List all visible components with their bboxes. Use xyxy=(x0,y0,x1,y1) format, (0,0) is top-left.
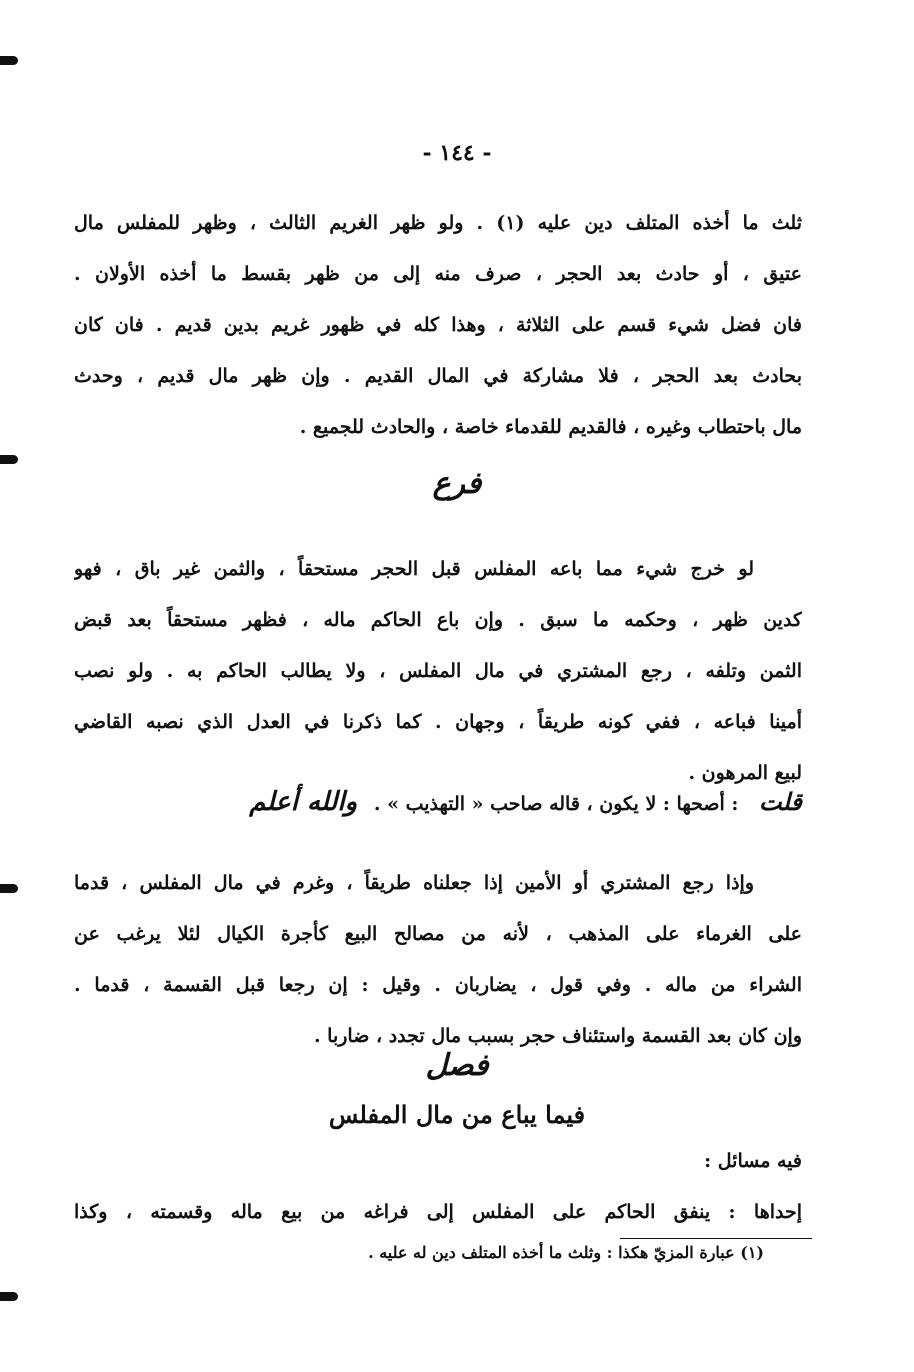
qult-note xyxy=(74,776,802,827)
section-heading-fasl: فصل xyxy=(425,1048,489,1083)
qult-label: قلت xyxy=(759,787,802,816)
text-line: وإذا رجع المشتري أو الأمين إذا جعلناه طريقاً ، وغرم في مال المفلس ، قدما xyxy=(74,872,754,894)
scan-edge-mark xyxy=(0,455,18,464)
text-line: فان فضل شيء قسم على الثلاثة ، وهذا كله في ظهور غريم بدين قديم . فان كان xyxy=(74,314,802,336)
section-subheading: فيما يباع من مال المفلس xyxy=(328,1100,586,1129)
paragraph-2 xyxy=(74,544,802,799)
scan-edge-mark xyxy=(0,56,18,65)
text-line: لو خرج شيء مما باعه المفلس قبل الحجر مستحقاً ، والثمن غير باق ، فهو xyxy=(74,558,755,580)
text-line: بحادث بعد الحجر ، فلا مشاركة في المال القديم . وإن ظهر مال قديم ، وحدث xyxy=(74,365,802,387)
text-line: إحداها : ينفق الحاكم على المفلس إلى فراغه من بيع ماله وقسمته ، وكذا xyxy=(74,1201,802,1223)
text-line: كدين ظهر ، وحكمه ما سبق . وإن باع الحاكم ماله ، فظهر مستحقاً بعد قبض xyxy=(74,609,802,631)
qult-text: : أصحها : لا يكون ، قاله صاحب « التهذيب » . xyxy=(373,793,739,815)
paragraph-3 xyxy=(74,858,802,1062)
footnote-divider xyxy=(620,1238,812,1239)
text-line: على الغرماء على المذهب ، لأنه من مصالح البيع كأجرة الكيال لئلا يرغب عن xyxy=(74,923,802,945)
paragraph-1 xyxy=(74,198,802,453)
text-line: أمينا فباعه ، ففي كونه طريقاً ، وجهان . كما ذكرنا في العدل الذي نصبه القاضي xyxy=(74,711,802,733)
text-line: ثلث ما أخذه المتلف دين عليه (١) . ولو ظهر الغريم الثالث ، وظهر للمفلس مال xyxy=(74,212,802,234)
closing-phrase: والله أعلم xyxy=(249,787,358,817)
page-number: - ١٤٤ - xyxy=(422,140,492,166)
footnote: (١) عبارة المزيّ هكذا : وثلث ما أخذه المتلف دين له عليه . xyxy=(368,1243,764,1262)
text-line: عتيق ، أو حادث بعد الحجر ، صرف منه إلى من ظهر بقسط ما أخذه الأولان . xyxy=(74,263,802,285)
text-line: الثمن وتلفه ، رجع المشتري في مال المفلس ، ولا يطالب الحاكم به . ولو نصب xyxy=(74,660,802,682)
text-line: الشراء من ماله . وفي قول ، يضاربان . وقيل : إن رجعا قبل القسمة ، قدما . xyxy=(74,974,802,996)
text-line: مال باحتطاب وغيره ، فالقديم للقدماء خاصة ، والحادث للجميع . xyxy=(299,416,802,438)
scan-edge-mark xyxy=(0,884,18,893)
text-line: لبيع المرهون . xyxy=(688,762,802,784)
paragraph-4 xyxy=(74,1136,802,1238)
section-heading-far: فرع xyxy=(432,466,482,501)
scan-edge-mark xyxy=(0,1292,18,1301)
text-line: وإن كان بعد القسمة واستئناف حجر بسبب مال تجدد ، ضاربا . xyxy=(313,1025,802,1047)
text-line: فيه مسائل : xyxy=(704,1150,802,1172)
